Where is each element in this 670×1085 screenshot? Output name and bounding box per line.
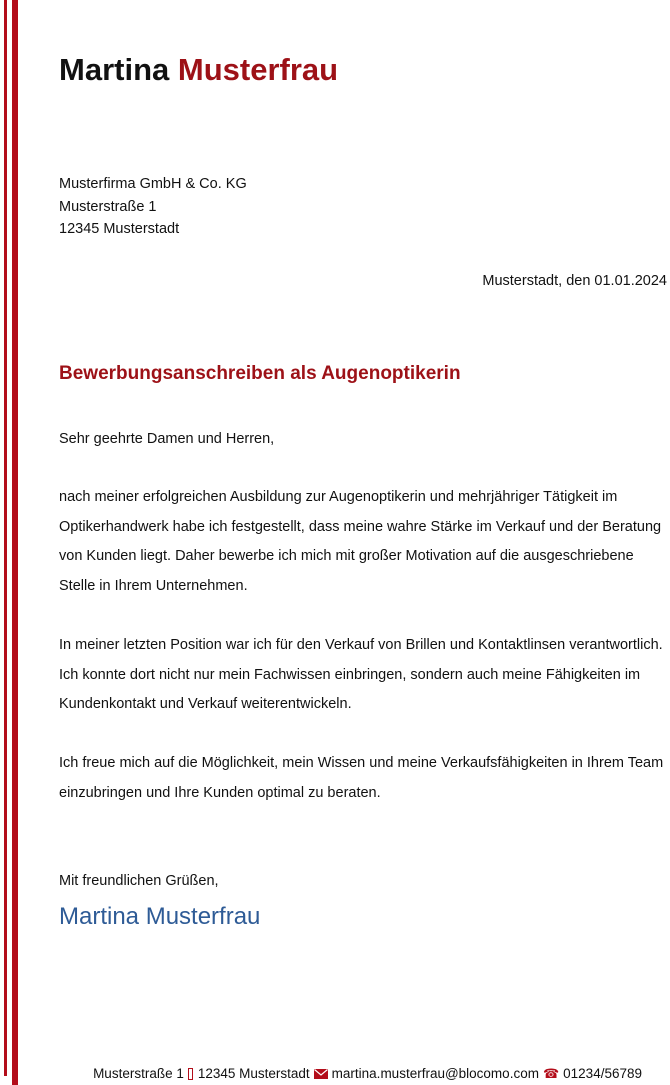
mail-icon — [314, 1069, 328, 1079]
location-icon — [188, 1068, 193, 1080]
applicant-name-header — [59, 50, 338, 90]
letter-date: Musterstadt, den 01.01.2024 — [482, 273, 667, 289]
letter-salutation: Sehr geehrte Damen und Herren, — [59, 431, 275, 447]
body-paragraph-1: nach meiner erfolgreichen Ausbildung zur Augenoptikerin und mehrjähriger Tätigkeit im Optikerhandwerk habe ich festgestellt, dass meine wahre Stärke im Verkauf und der Beratung von Kunden liegt. Daher bewerbe ich mich mit großer Motivation auf die ausgeschriebene Stelle in Ihrem Unternehmen. — [59, 489, 662, 594]
footer-contact — [93, 1064, 642, 1084]
signature-name: Martina Musterfrau — [59, 903, 261, 930]
applicant-first-name: Martina — [59, 52, 170, 87]
body-paragraph-2: In meiner letzten Position war ich für den Verkauf von Brillen und Kontaktlinsen verantwortlich. Ich konnte dort nicht nur mein Fachwissen einbringen, sondern auch meine Fähigkeiten im Kundenkontakt und Verkauf weiterentwickeln. — [59, 637, 663, 712]
letter-closing: Mit freundlichen Grüßen, — [59, 873, 219, 889]
phone-icon: ☎ — [542, 1066, 560, 1081]
letter-subject: Bewerbungsanschreiben als Augenoptikerin — [59, 363, 461, 384]
recipient-street: Musterstraße 1 — [59, 198, 157, 215]
recipient-address — [59, 173, 247, 241]
body-paragraph-3: Ich freue mich auf die Möglichkeit, mein Wissen und meine Verkaufsfähigkeiten in Ihrem Team einzubringen und Ihre Kunden optimal zu beraten. — [59, 755, 664, 801]
left-accent-bar-thin — [4, 0, 7, 1076]
footer-email: martina.musterfrau@blocomo.com — [331, 1066, 539, 1081]
footer-city: 12345 Musterstadt — [197, 1066, 310, 1081]
recipient-company: Musterfirma GmbH & Co. KG — [59, 176, 247, 192]
footer-street: Musterstraße 1 — [93, 1066, 184, 1081]
left-accent-bar-thick — [12, 0, 18, 1085]
footer-phone: 01234/56789 — [563, 1066, 642, 1081]
applicant-last-name: Musterfrau — [177, 52, 339, 87]
recipient-city: 12345 Musterstadt — [59, 221, 180, 237]
